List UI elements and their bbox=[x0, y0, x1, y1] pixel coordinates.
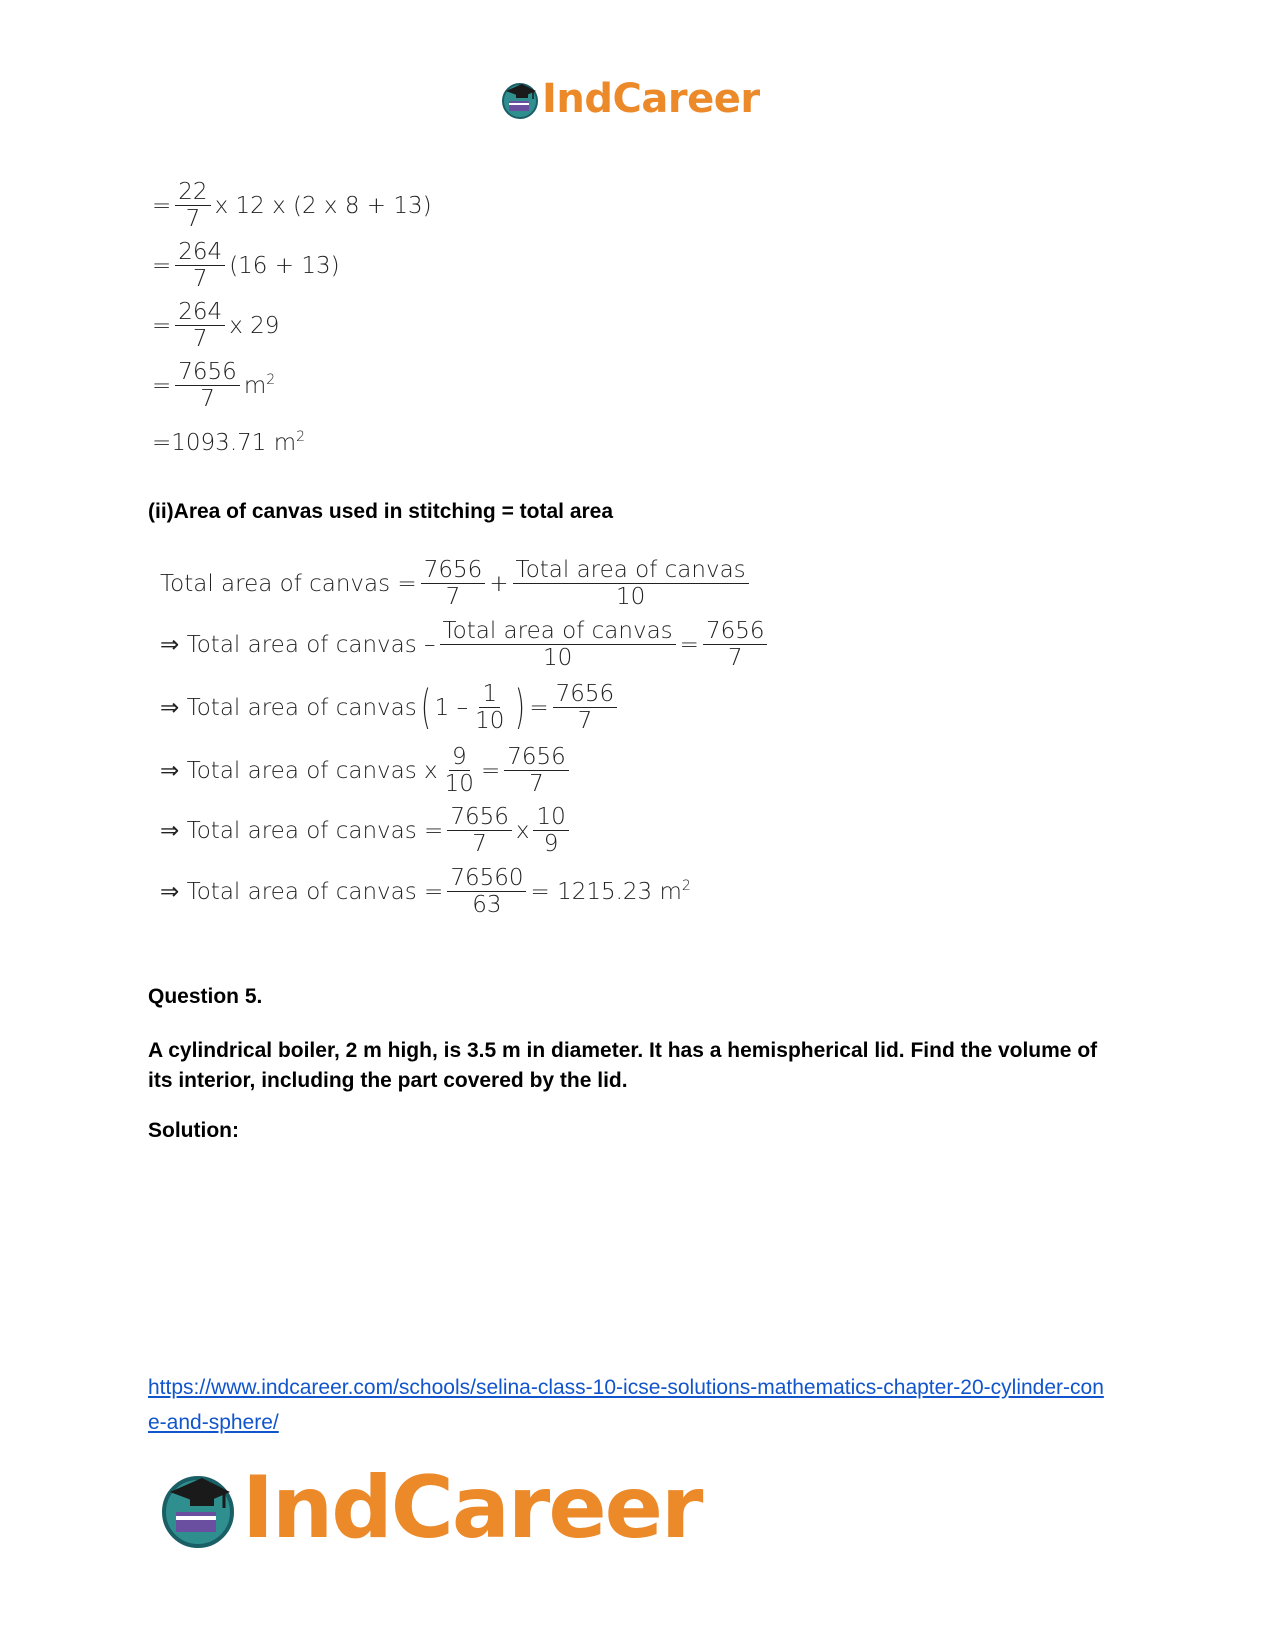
step-3: = $\frac{264}{7}$ x 29 bbox=[152, 299, 280, 353]
eq-2: ⇒ Total area of canvas – $\frac{\text{Total area of canvas}}{10}$ = $\frac{7656}{7}$ bbox=[160, 619, 771, 670]
eq-1: Total area of canvas = $\frac{7656}{7}$ + $\frac{\text{Total area of canvas}}{10}$ bbox=[160, 558, 753, 609]
eq-5: ⇒ Total area of canvas = $\frac{7656}{7}$ x $\frac{10}{9}$ bbox=[160, 805, 573, 856]
step-2: = $\frac{264}{7}$ (16 + 13) bbox=[152, 239, 340, 293]
eq-3: ⇒ Total area of canvas ( 1 – $\frac{1}{10}$ ) = $\frac{7656}{7}$ bbox=[160, 682, 621, 733]
header-logo bbox=[500, 76, 760, 122]
step-4: = $\frac{7656}{7}$ m 2 bbox=[152, 359, 276, 413]
eq-6: ⇒ Total area of canvas = $\frac{76560}{63}$ = 1215.23 m 2 bbox=[160, 865, 691, 919]
question-title: Question 5. bbox=[148, 985, 263, 1008]
part-ii-heading: (ii)Area of canvas used in stitching = total area bbox=[148, 500, 614, 523]
step-1: = $\frac{22}{7}$ x 12 x (2 x 8 + 13) bbox=[152, 179, 432, 233]
logo-wordmark: IndCareer bbox=[242, 1458, 702, 1558]
logo-wordmark: IndCareer bbox=[542, 76, 760, 122]
footer-logo bbox=[158, 1458, 701, 1558]
source-link[interactable]: https://www.indcareer.com/schools/selina-class-10-icse-solutions-mathematics-chapter-20-cylinder-cone-and-sphere/ bbox=[148, 1376, 1104, 1434]
graduation-globe-icon bbox=[158, 1468, 238, 1548]
eq-4: ⇒ Total area of canvas x $\frac{9}{10}$ = $\frac{7656}{7}$ bbox=[160, 745, 573, 796]
graduation-globe-icon bbox=[500, 79, 540, 119]
question-text: A cylindrical boiler, 2 m high, is 3.5 m in diameter. It has a hemispherical lid. Find the volume of its interior, including the part covered by the lid. bbox=[148, 1039, 1098, 1092]
step-5: = 1093.71 m 2 bbox=[152, 429, 306, 456]
solution-label: Solution: bbox=[148, 1119, 239, 1142]
